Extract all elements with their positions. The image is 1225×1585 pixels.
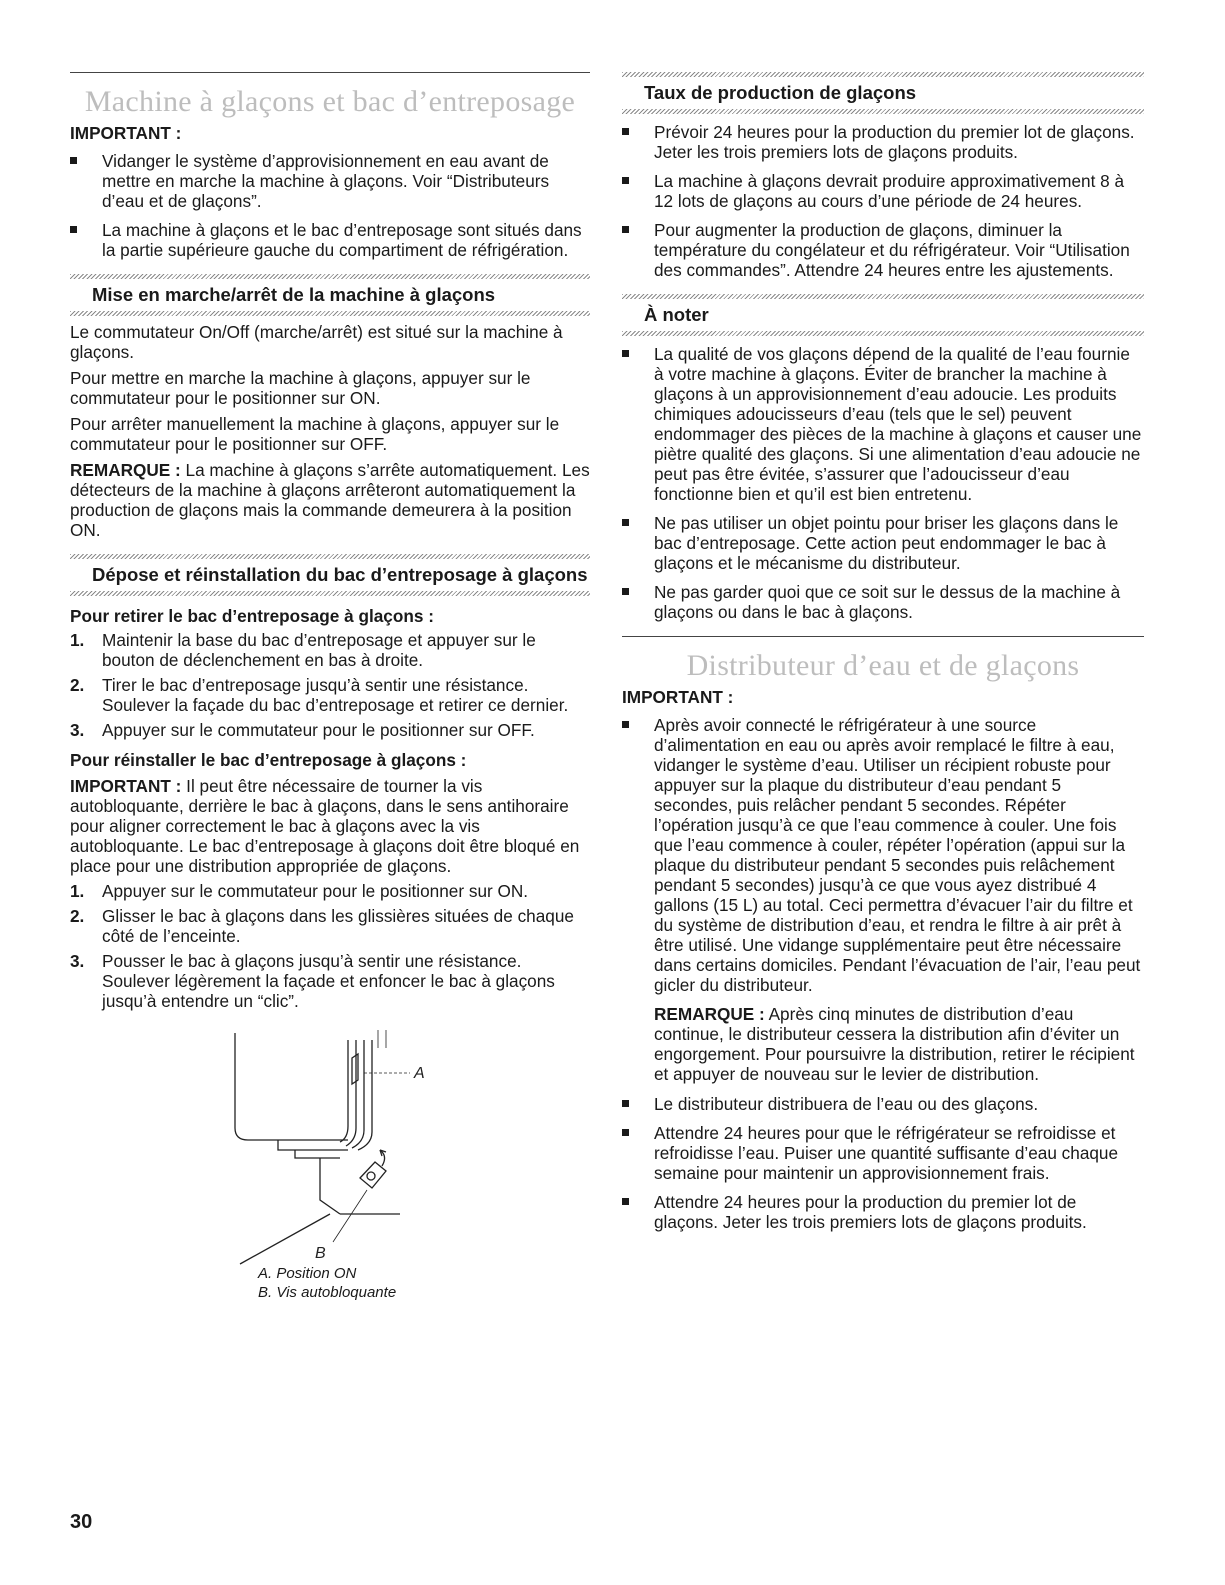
section-rule (622, 636, 1144, 637)
production-list (622, 122, 1144, 280)
subsection-heading: Dépose et réinstallation du bac d’entreposage à glaçons (92, 564, 588, 585)
hatch-divider (622, 109, 1144, 114)
list-item: Prévoir 24 heures pour la production du premier lot de glaçons. Jeter les trois premiers lots de glaçons produits. (622, 122, 1144, 162)
bullet-icon (622, 1100, 629, 1107)
bullet-icon (622, 519, 629, 526)
list-item: 2. Glisser le bac à glaçons dans les glissières situées de chaque côté de l’enceinte. (70, 906, 574, 946)
bullet-icon (70, 226, 77, 233)
bullet-icon (622, 1198, 629, 1205)
bullet-icon (622, 1129, 629, 1136)
note-paragraph: REMARQUE : La machine à glaçons s’arrête automatiquement. Les détecteurs de la machine à glaçons arrêteront automatiquement la production de glaçons mais la commande demeurera à la position ON. (70, 460, 590, 540)
hatch-divider (70, 311, 590, 316)
section-on-off (70, 274, 590, 540)
list-item: Attendre 24 heures pour que le réfrigérateur se refroidisse et refroidisse l’eau. Puiser une quantité suffisante d’eau chaque semaine pour maintenir un approvisionnement frais. (622, 1123, 1144, 1183)
list-item: La machine à glaçons et le bac d’entreposage sont situés dans la partie supérieure gauche du compartiment de réfrigération. (70, 220, 590, 260)
subsection-heading: Mise en marche/arrêt de la machine à glaçons (92, 284, 496, 305)
important-paragraph: IMPORTANT : Il peut être nécessaire de tourner la vis autobloquante, derrière le bac à glaçons, dans le sens antihoraire pour aligner correctement le bac à glaçons avec la vis autobloquante. Le bac d’entreposage à glaçons doit être bloqué en place pour une distribution appropriée de glaçons. (70, 776, 580, 876)
page-number: 30 (70, 1511, 93, 1533)
subsection-heading: À noter (644, 304, 709, 325)
list-item: 1. Maintenir la base du bac d’entreposage et appuyer sur le bouton de déclenchement en bas à droite. (70, 630, 536, 670)
list-item: Ne pas utiliser un objet pointu pour briser les glaçons dans le bac d’entreposage. Cette action peut endommager le bac à glaçons et le mécanisme du distributeur. (622, 513, 1144, 573)
dispenser-list-after (622, 1094, 1144, 1232)
subsection-heading: Taux de production de glaçons (644, 82, 917, 103)
figure-caption: A. Position ON B. Vis autobloquante (258, 1265, 397, 1301)
paragraph: Pour mettre en marche la machine à glaçons, appuyer sur le commutateur pour le positionner sur ON. (70, 368, 531, 408)
important-label: IMPORTANT : (622, 687, 734, 707)
list-item: Ne pas garder quoi que ce soit sur le dessus de la machine à glaçons ou dans le bac à glaçons. (622, 582, 1144, 622)
bullet-icon (622, 226, 629, 233)
label-a: A (414, 1065, 425, 1082)
top-rule (70, 72, 590, 73)
bullet-icon (622, 128, 629, 135)
list-item: Le distributeur distribuera de l’eau ou des glaçons. (622, 1094, 1144, 1114)
label-b: B (315, 1245, 326, 1262)
bullet-icon (622, 721, 629, 728)
bullet-icon (622, 350, 629, 357)
bullet-icon (622, 177, 629, 184)
list-item: Après avoir connecté le réfrigérateur à une source d’alimentation en eau ou après avoir remplacé le filtre à eau, vidanger le système d’eau. Utiliser un récipient robuste pour appuyer sur la plaque du distributeur d’eau pendant 5 secondes, puis relâcher pendant 5 secondes. Répéter l’opération jusqu’à ce que l’eau commence à couler. Une fois que l’eau commence à couler, répéter l’opération (appui sur la plaque du distributeur pendant 5 secondes puis relâchement pendant 5 secondes) jusqu’à ce que vous ayez distribué 4 gallons (15 L) au total. Ceci permettra d’évacuer l’air du filtre et du système de distribution d’eau, et rendra le filtre à air prêt à être utilisé. Une vidange supplémentaire peut être nécessaire dans certains domiciles. Pendant l’évacuation de l’air, l’eau peut gicler du distributeur. (622, 715, 1144, 995)
important-list (70, 151, 590, 260)
note-paragraph: REMARQUE : Après cinq minutes de distribution d’eau continue, le distributeur cessera la distribution afin d’éviter un engorgement. Pour poursuivre la distribution, retirer le récipient et appuyer de nouveau sur le levier de distribution. (654, 1004, 1135, 1084)
list-item: 3. Pousser le bac à glaçons jusqu’à sentir une résistance. Soulever légèrement la façade et enfoncer le bac à glaçons jusqu’à entendre un “clic”. (70, 951, 555, 1011)
bullet-icon (622, 588, 629, 595)
section-bin-removal (70, 554, 590, 1011)
list-item: La machine à glaçons devrait produire approximativement 8 à 12 lots de glaçons au cours d’une période de 24 heures. (622, 171, 1144, 211)
ice-bin-figure (70, 1016, 590, 1316)
list-item: 1. Appuyer sur le commutateur pour le positionner sur ON. (70, 881, 529, 901)
hatch-divider (70, 591, 590, 596)
section-title-ice-maker: Machine à glaçons et bac d’entreposage (84, 85, 576, 118)
reinstall-steps (70, 881, 590, 1011)
paragraph: Pour arrêter manuellement la machine à glaçons, appuyer sur le commutateur pour le positionner sur OFF. (70, 414, 560, 454)
right-column (622, 72, 1144, 1241)
paragraph: Le commutateur On/Off (marche/arrêt) est situé sur la machine à glaçons. (70, 322, 563, 362)
section-note (622, 294, 1144, 622)
list-item: 2. Tirer le bac d’entreposage jusqu’à sentir une résistance. Soulever la façade du bac d’entreposage et retirer ce dernier. (70, 675, 569, 715)
list-item: Attendre 24 heures pour la production du premier lot de glaçons. Jeter les trois premiers lots de glaçons produits. (622, 1192, 1144, 1232)
section-title-dispenser: Distributeur d’eau et de glaçons (686, 649, 1080, 682)
list-item: La qualité de vos glaçons dépend de la qualité de l’eau fournie à votre machine à glaçons. Éviter de brancher la machine à glaçons à un approvisionnement d’eau adoucie. Les produits chimiques adoucisseurs d’eau (tels que le sel) peuvent endommager des pièces de la machine à glaçons et causer une piètre qualité des glaçons. Si une alimentation d’eau adoucie ne peut pas être évitée, s’assurer que l’adoucisseur d’eau fonctionne bien et qu’il est bien entretenu. (622, 344, 1144, 504)
important-label: IMPORTANT : (70, 123, 182, 143)
list-item: Pour augmenter la production de glaçons, diminuer la température du congélateur et du réfrigérateur. Voir “Utilisation des commandes”. Attendre 24 heures entre les ajustements. (622, 220, 1144, 280)
dispenser-list (622, 715, 1144, 995)
list-item: Vidanger le système d’approvisionnement en eau avant de mettre en marche la machine à glaçons. Voir “Distributeurs d’eau et de glaçons”. (70, 151, 590, 211)
left-column (70, 72, 590, 1316)
remove-steps (70, 630, 590, 740)
ice-bin-illustration (230, 1028, 480, 1268)
reinstall-heading: Pour réinstaller le bac d’entreposage à glaçons : (70, 750, 467, 770)
remove-heading: Pour retirer le bac d’entreposage à glaçons : (70, 606, 434, 626)
note-list (622, 344, 1144, 622)
bullet-icon (70, 157, 77, 164)
list-item: 3. Appuyer sur le commutateur pour le positionner sur OFF. (70, 720, 535, 740)
hatch-divider (622, 331, 1144, 336)
